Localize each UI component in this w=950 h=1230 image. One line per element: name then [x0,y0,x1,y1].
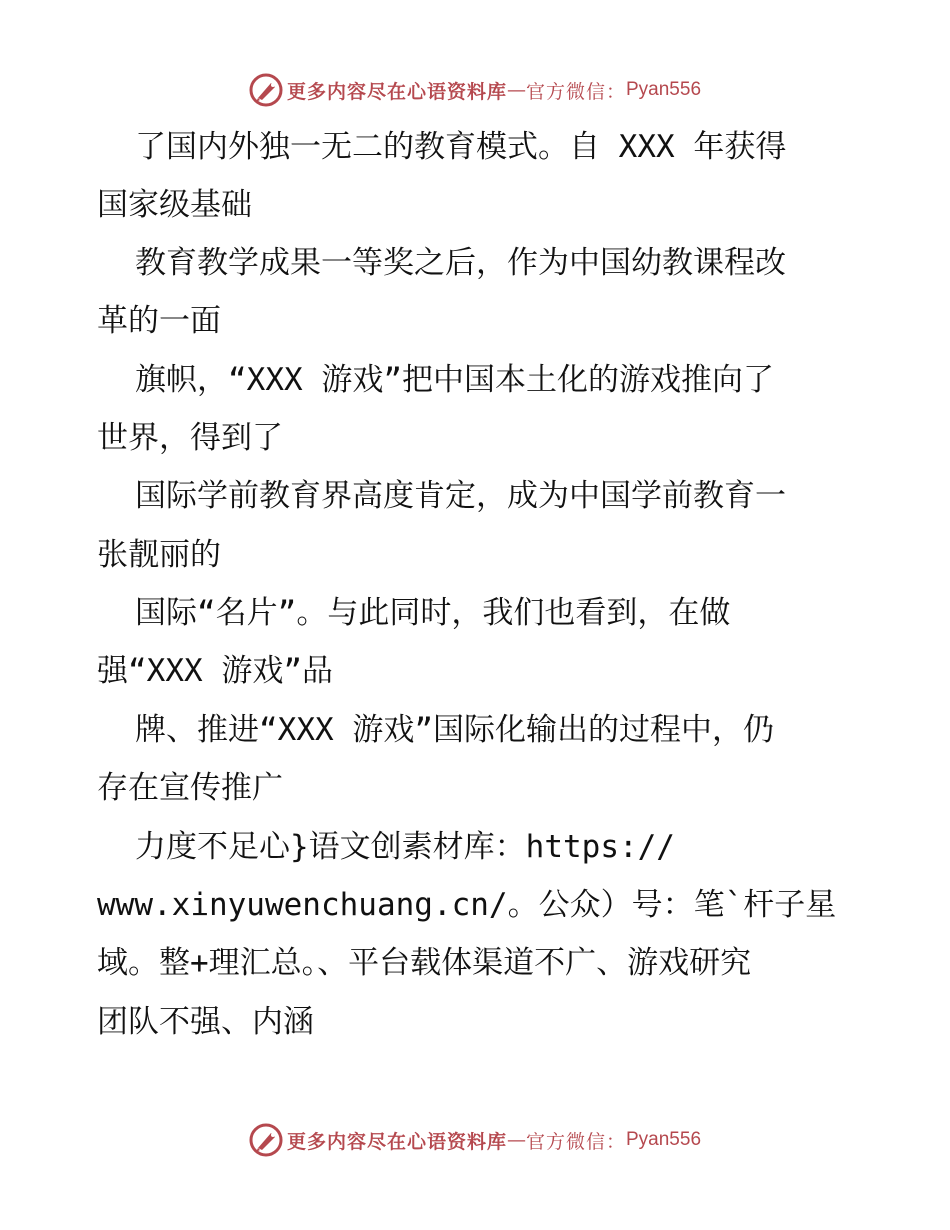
header-dash: — [506,79,526,101]
text-line: 团队不强、内涵 [97,1004,314,1040]
footer-banner [0,1120,950,1160]
header-site-name: 更多内容尽在心语资料库 [286,80,507,103]
text-line: 旗帜，“XXX 游戏”把中国本土化的游戏推向了 [135,362,774,398]
footer-dash: — [506,1129,526,1151]
text-line: 了国内外独一无二的教育模式。自 XXX 年获得 [135,129,787,165]
text-line: 世界，得到了 [97,420,283,456]
text-line: 强“XXX 游戏”品 [97,653,333,689]
text-line: 存在宣传推广 [97,770,283,806]
footer-site-name: 更多内容尽在心语资料库 [286,1130,507,1153]
text-line: 力度不足心}语文创素材库：https:// [135,829,675,865]
text-line: 革的一面 [97,303,221,339]
text-line: 域。整+理汇总。、平台载体渠道不广、游戏研究 [97,945,752,981]
text-line: 国际学前教育界高度肯定，成为中国学前教育一 [135,478,786,514]
text-line: 国家级基础 [97,187,252,223]
footer-wechat-id: Pyan556 [626,1129,702,1150]
text-line: www.xinyuwenchuang.cn/。公众）号：笔`杆子星 [97,887,837,923]
footer-wechat-label: 官方微信： [525,1130,626,1153]
header-wechat-label: 官方微信： [525,80,626,103]
text-line: 教育教学成果一等奖之后，作为中国幼教课程改 [135,245,786,281]
text-line: 张靓丽的 [97,537,221,573]
text-line: 国际“名片”。与此同时，我们也看到，在做 [135,595,731,631]
pen-logo-icon [249,1123,283,1157]
text-line: 牌、推进“XXX 游戏”国际化输出的过程中，仍 [135,712,774,748]
header-wechat-id: Pyan556 [626,79,702,100]
